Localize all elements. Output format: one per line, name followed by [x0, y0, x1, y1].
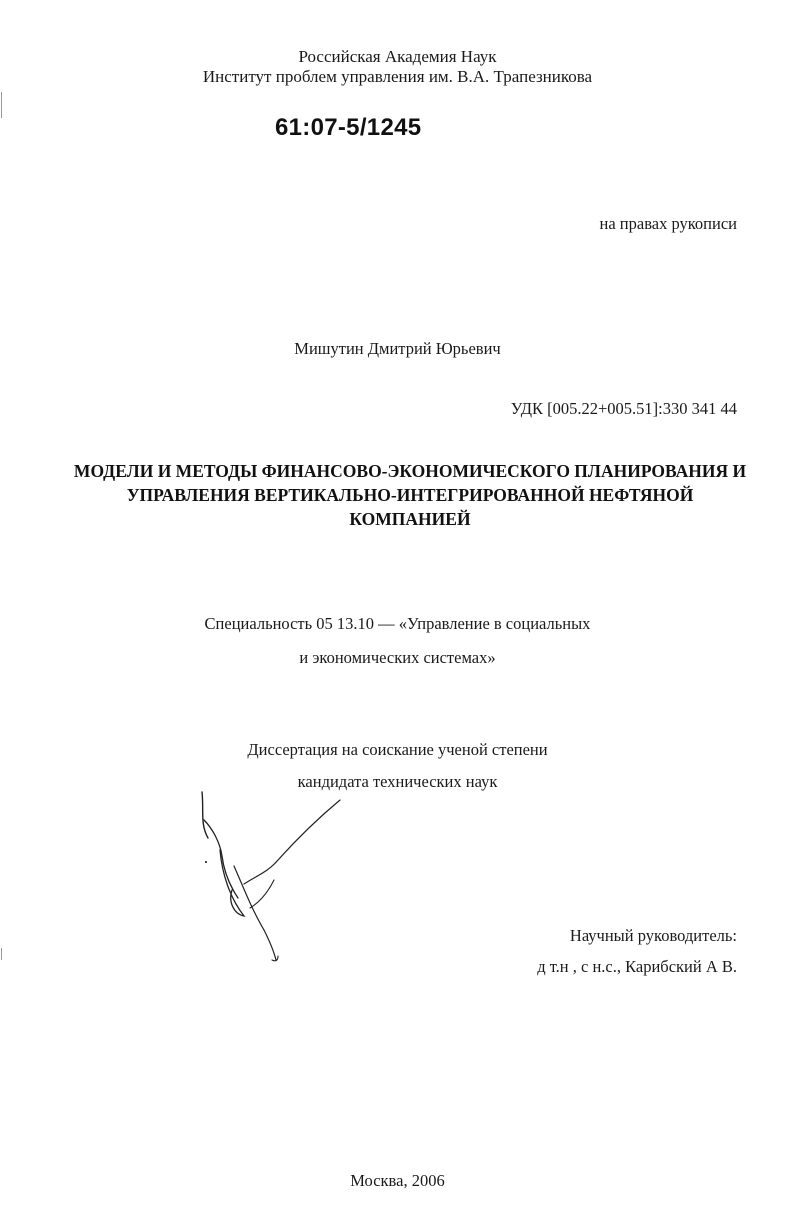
- specialty-line-1: Специальность 05 13.10 — «Управление в социальных: [204, 614, 591, 633]
- library-code: 61:07-5/1245: [275, 114, 422, 141]
- title-line-1: МОДЕЛИ И МЕТОДЫ ФИНАНСОВО-ЭКОНОМИЧЕСКОГО ПЛАНИРОВАНИЯ И: [73, 461, 747, 481]
- signature-icon: [190, 780, 370, 980]
- advisor-label: Научный руководитель:: [569, 926, 737, 945]
- dissertation-title: [70, 459, 750, 531]
- udc-code: УДК [005.22+005.51]:330 341 44: [510, 399, 737, 418]
- advisor-name: д т.н , с н.с., Карибский А В.: [537, 957, 737, 976]
- city-year: Москва, 2006: [350, 1171, 445, 1190]
- academy-name: Российская Академия Наук: [298, 47, 497, 66]
- title-line-2: УПРАВЛЕНИЯ ВЕРТИКАЛЬНО-ИНТЕГРИРОВАННОЙ НЕФТЯНОЙ: [126, 485, 694, 505]
- dissertation-line-2: кандидата технических наук: [297, 772, 498, 791]
- manuscript-note: на правах рукописи: [599, 214, 737, 233]
- scan-edge-mark-bottom: [1, 948, 2, 960]
- dissertation-line-1: Диссертация на соискание ученой степени: [247, 740, 548, 759]
- author-name: Мишутин Дмитрий Юрьевич: [294, 339, 501, 358]
- institute-name: Институт проблем управления им. В.А. Трапезникова: [202, 67, 593, 86]
- specialty-line-2: и экономических системах»: [299, 648, 496, 667]
- scan-edge-mark-top: [1, 92, 2, 118]
- title-line-3: КОМПАНИЕЙ: [349, 509, 471, 529]
